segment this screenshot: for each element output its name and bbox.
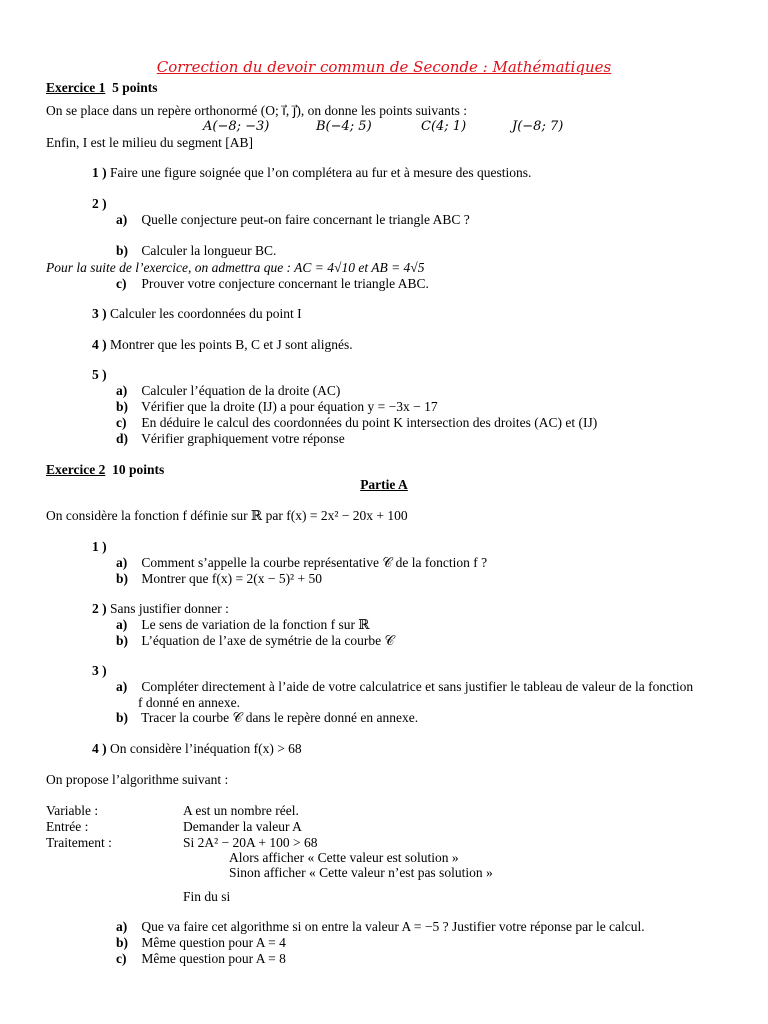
exercise-1-intro: On se place dans un repère orthonormé (O; i⃗, j⃗), on donne les points suivants :	[46, 103, 468, 118]
ex1-question-1	[92, 165, 531, 181]
ex1-question-4	[92, 337, 353, 353]
ex2-question-3a-continued: f donné en annexe.	[138, 695, 240, 710]
item-text: En déduire le calcul des coordonnées du point K intersection des droites (AC) et (IJ)	[141, 415, 598, 430]
algo-process-label: Traitement :	[46, 835, 112, 850]
ex2-question-3a	[116, 679, 693, 695]
ex2-algo-question-a	[116, 919, 645, 935]
item-text: Calculer l’équation de la droite (AC)	[141, 383, 341, 398]
ex2-question-2b	[116, 633, 394, 649]
ex2-question-3-number: 3 )	[92, 663, 107, 678]
algo-then: Alors afficher « Cette valeur est solution »	[229, 850, 459, 865]
item-label: b)	[116, 710, 129, 725]
point-c: C(4; 1)	[421, 119, 467, 134]
ex1-question-2-number: 2 )	[92, 196, 107, 211]
point-a: A(−8; −3)	[203, 119, 270, 134]
item-label: a)	[116, 617, 128, 632]
ex1-question-3	[92, 306, 302, 322]
item-text: Le sens de variation de la fonction f sur ℝ	[141, 617, 370, 632]
algo-end-if: Fin du si	[183, 889, 231, 904]
exercise-2-points: 10 points	[112, 462, 165, 477]
item-text: Vérifier que la droite (IJ) a pour équation y = −3x − 17	[141, 399, 438, 414]
ex1-question-2c	[116, 276, 429, 292]
exercise-2-label: Exercice 2	[46, 462, 106, 477]
q-text: Montrer que les points B, C et J sont alignés.	[110, 337, 353, 352]
ex1-question-2b	[116, 243, 276, 259]
q-number: 4 )	[92, 741, 107, 756]
exercise-1-heading	[46, 80, 158, 96]
item-text: Montrer que f(x) = 2(x − 5)² + 50	[141, 571, 322, 586]
item-text: Même question pour A = 8	[141, 951, 286, 966]
ex2-question-2a	[116, 617, 370, 633]
item-text: Même question pour A = 4	[141, 935, 286, 950]
algo-condition: Si 2A² − 20A + 100 > 68	[183, 835, 318, 850]
q-text: Calculer les coordonnées du point I	[110, 306, 302, 321]
q-number: 4 )	[92, 337, 107, 352]
item-text: Calculer la longueur BC.	[141, 243, 277, 258]
algo-variable-value: A est un nombre réel.	[183, 803, 299, 818]
point-j: J(−8; 7)	[512, 119, 564, 134]
q-text: Sans justifier donner :	[110, 601, 229, 616]
item-label: c)	[116, 415, 127, 430]
item-text: L’équation de l’axe de symétrie de la courbe 𝒞	[141, 633, 395, 648]
item-text: Tracer la courbe 𝒞 dans le repère donné en annexe.	[141, 710, 419, 725]
item-text: Comment s’appelle la courbe représentative 𝒞 de la fonction f ?	[141, 555, 488, 570]
part-a-heading: Partie A	[360, 477, 408, 492]
ex2-question-4	[92, 741, 302, 757]
item-text: Prouver votre conjecture concernant le triangle ABC.	[141, 276, 429, 291]
item-text: Quelle conjecture peut-on faire concernant le triangle ABC ?	[141, 212, 470, 227]
algo-variable-label: Variable :	[46, 803, 99, 818]
ex2-question-1-number: 1 )	[92, 539, 107, 554]
item-label: a)	[116, 679, 128, 694]
ex1-question-5d	[116, 431, 345, 447]
algorithm-intro: On propose l’algorithme suivant :	[46, 772, 229, 787]
ex1-question-5-number: 5 )	[92, 367, 107, 382]
exercise-1-points: 5 points	[112, 80, 158, 95]
ex2-algo-question-b	[116, 935, 286, 951]
q-text: Faire une figure soignée que l’on complétera au fur et à mesure des questions.	[110, 165, 532, 180]
item-label: b)	[116, 935, 129, 950]
ex2-question-2	[92, 601, 229, 617]
page-title: Correction du devoir commun de Seconde : Mathématiques	[156, 58, 612, 76]
item-label: c)	[116, 951, 127, 966]
item-label: d)	[116, 431, 129, 446]
ex1-question-2a	[116, 212, 470, 228]
exercise-2-heading	[46, 462, 164, 478]
item-text: Vérifier graphiquement votre réponse	[141, 431, 345, 446]
algo-input-value: Demander la valeur A	[183, 819, 302, 834]
ex1-question-5a	[116, 383, 340, 399]
item-text: Que va faire cet algorithme si on entre la valeur A = −5 ? Justifier votre réponse par le calcul.	[141, 919, 645, 934]
q-text: On considère l’inéquation f(x) > 68	[110, 741, 302, 756]
item-label: a)	[116, 555, 128, 570]
ex1-question-5c	[116, 415, 597, 431]
ex2-question-1b	[116, 571, 322, 587]
item-label: b)	[116, 571, 129, 586]
algo-else: Sinon afficher « Cette valeur n’est pas solution »	[229, 865, 493, 880]
item-label: b)	[116, 243, 129, 258]
midpoint-definition: Enfin, I est le milieu du segment [AB]	[46, 135, 253, 150]
item-label: b)	[116, 399, 129, 414]
ex2-algo-question-c	[116, 951, 286, 967]
item-text: Compléter directement à l’aide de votre calculatrice et sans justifier le tableau de valeur de la fonction	[141, 679, 694, 694]
item-label: a)	[116, 212, 128, 227]
q-number: 2 )	[92, 601, 107, 616]
item-label: a)	[116, 383, 128, 398]
admission-note: Pour la suite de l’exercice, on admettra que : AC = 4√10 et AB = 4√5	[46, 260, 425, 275]
item-label: b)	[116, 633, 129, 648]
q-number: 1 )	[92, 165, 107, 180]
exercise-2-intro: On considère la fonction f définie sur ℝ par f(x) = 2x² − 20x + 100	[46, 508, 408, 523]
ex2-question-1a	[116, 555, 487, 571]
algo-input-label: Entrée :	[46, 819, 89, 834]
ex2-question-3b	[116, 710, 418, 726]
item-label: a)	[116, 919, 128, 934]
point-b: B(−4; 5)	[316, 119, 372, 134]
exercise-1-label: Exercice 1	[46, 80, 106, 95]
q-number: 3 )	[92, 306, 107, 321]
ex1-question-5b	[116, 399, 438, 415]
item-label: c)	[116, 276, 127, 291]
